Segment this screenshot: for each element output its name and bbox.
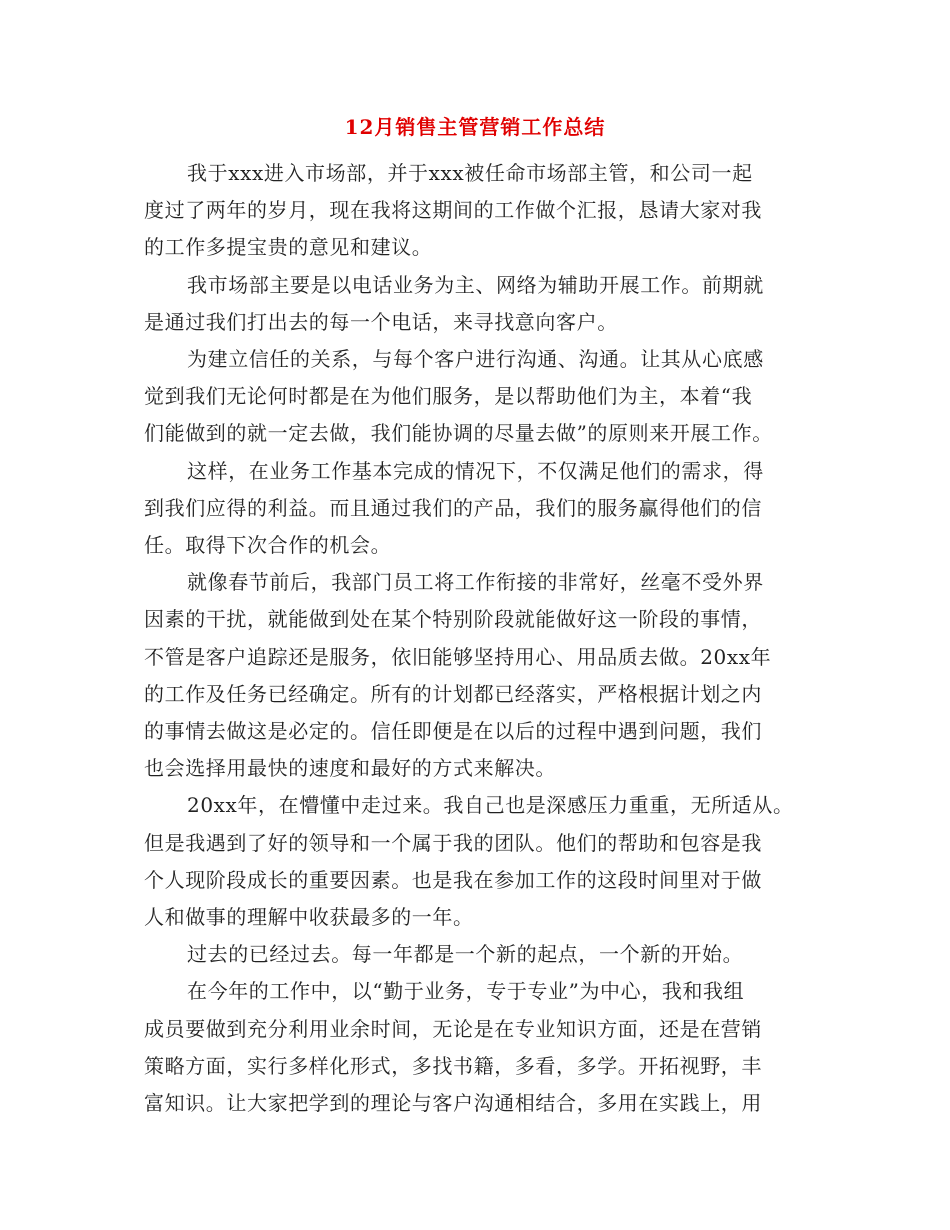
paragraph-line: 过去的已经过去。每一年都是一个新的起点，一个新的开始。 — [187, 942, 744, 966]
paragraph-line: 的工作及任务已经确定。所有的计划都已经落实，严格根据计划之内 — [144, 682, 762, 706]
paragraph-line: 就像春节前后，我部门员工将工作衔接的非常好，丝毫不受外界 — [187, 570, 764, 594]
paragraph-line: 度过了两年的岁月，现在我将这期间的工作做个汇报，恳请大家对我 — [144, 198, 762, 222]
document-title: 12月销售主管营销工作总结 — [344, 115, 606, 139]
paragraph-line: 到我们应得的利益。而且通过我们的产品，我们的服务赢得他们的信 — [144, 496, 762, 520]
paragraph-line: 的工作多提宝贵的意见和建议。 — [144, 235, 433, 259]
paragraph-line: 但是我遇到了好的领导和一个属于我的团队。他们的帮助和包容是我 — [144, 831, 762, 855]
paragraph-line: 也会选择用最快的速度和最好的方式来解决。 — [144, 756, 556, 780]
paragraph-line: 人和做事的理解中收获最多的一年。 — [144, 905, 474, 929]
paragraph-line: 我于xxx进入市场部，并于xxx被任命市场部主管，和公司一起 — [187, 161, 753, 185]
paragraph-line: 不管是客户追踪还是服务，依旧能够坚持用心、用品质去做。20xx年 — [144, 645, 772, 669]
paragraph-line: 这样，在业务工作基本完成的情况下，不仅满足他们的需求，得 — [187, 459, 764, 483]
paragraph-line: 因素的干扰，就能做到处在某个特别阶段就能做好这一阶段的事情， — [144, 607, 762, 631]
paragraph-line: 任。取得下次合作的机会。 — [144, 533, 392, 557]
paragraph-line: 是通过我们打出去的每一个电话，来寻找意向客户。 — [144, 310, 618, 334]
paragraph-line: 们能做到的就一定去做，我们能协调的尽量去做”的原则来开展工作。 — [144, 421, 773, 445]
paragraph-line: 觉到我们无论何时都是在为他们服务，是以帮助他们为主，本着“我 — [144, 384, 753, 408]
paragraph-line: 富知识。让大家把学到的理论与客户沟通相结合，多用在实践上，用 — [144, 1091, 762, 1115]
paragraph-line: 个人现阶段成长的重要因素。也是我在参加工作的这段时间里对于做 — [144, 868, 762, 892]
paragraph-line: 策略方面，实行多样化形式，多找书籍，多看，多学。开拓视野，丰 — [144, 1054, 762, 1078]
paragraph-line: 为建立信任的关系，与每个客户进行沟通、沟通。让其从心底感 — [187, 347, 764, 371]
paragraph-line: 成员要做到充分利用业余时间，无论是在专业知识方面，还是在营销 — [144, 1017, 762, 1041]
paragraph-line: 我市场部主要是以电话业务为主、网络为辅助开展工作。前期就 — [187, 273, 764, 297]
paragraph-line: 在今年的工作中，以“勤于业务，专于专业”为中心，我和我组 — [187, 979, 745, 1003]
paragraph-line: 20xx年，在懵懂中走过来。我自己也是深感压力重重，无所适从。 — [187, 793, 794, 817]
paragraph-line: 的事情去做这是必定的。信任即便是在以后的过程中遇到问题，我们 — [144, 719, 762, 743]
